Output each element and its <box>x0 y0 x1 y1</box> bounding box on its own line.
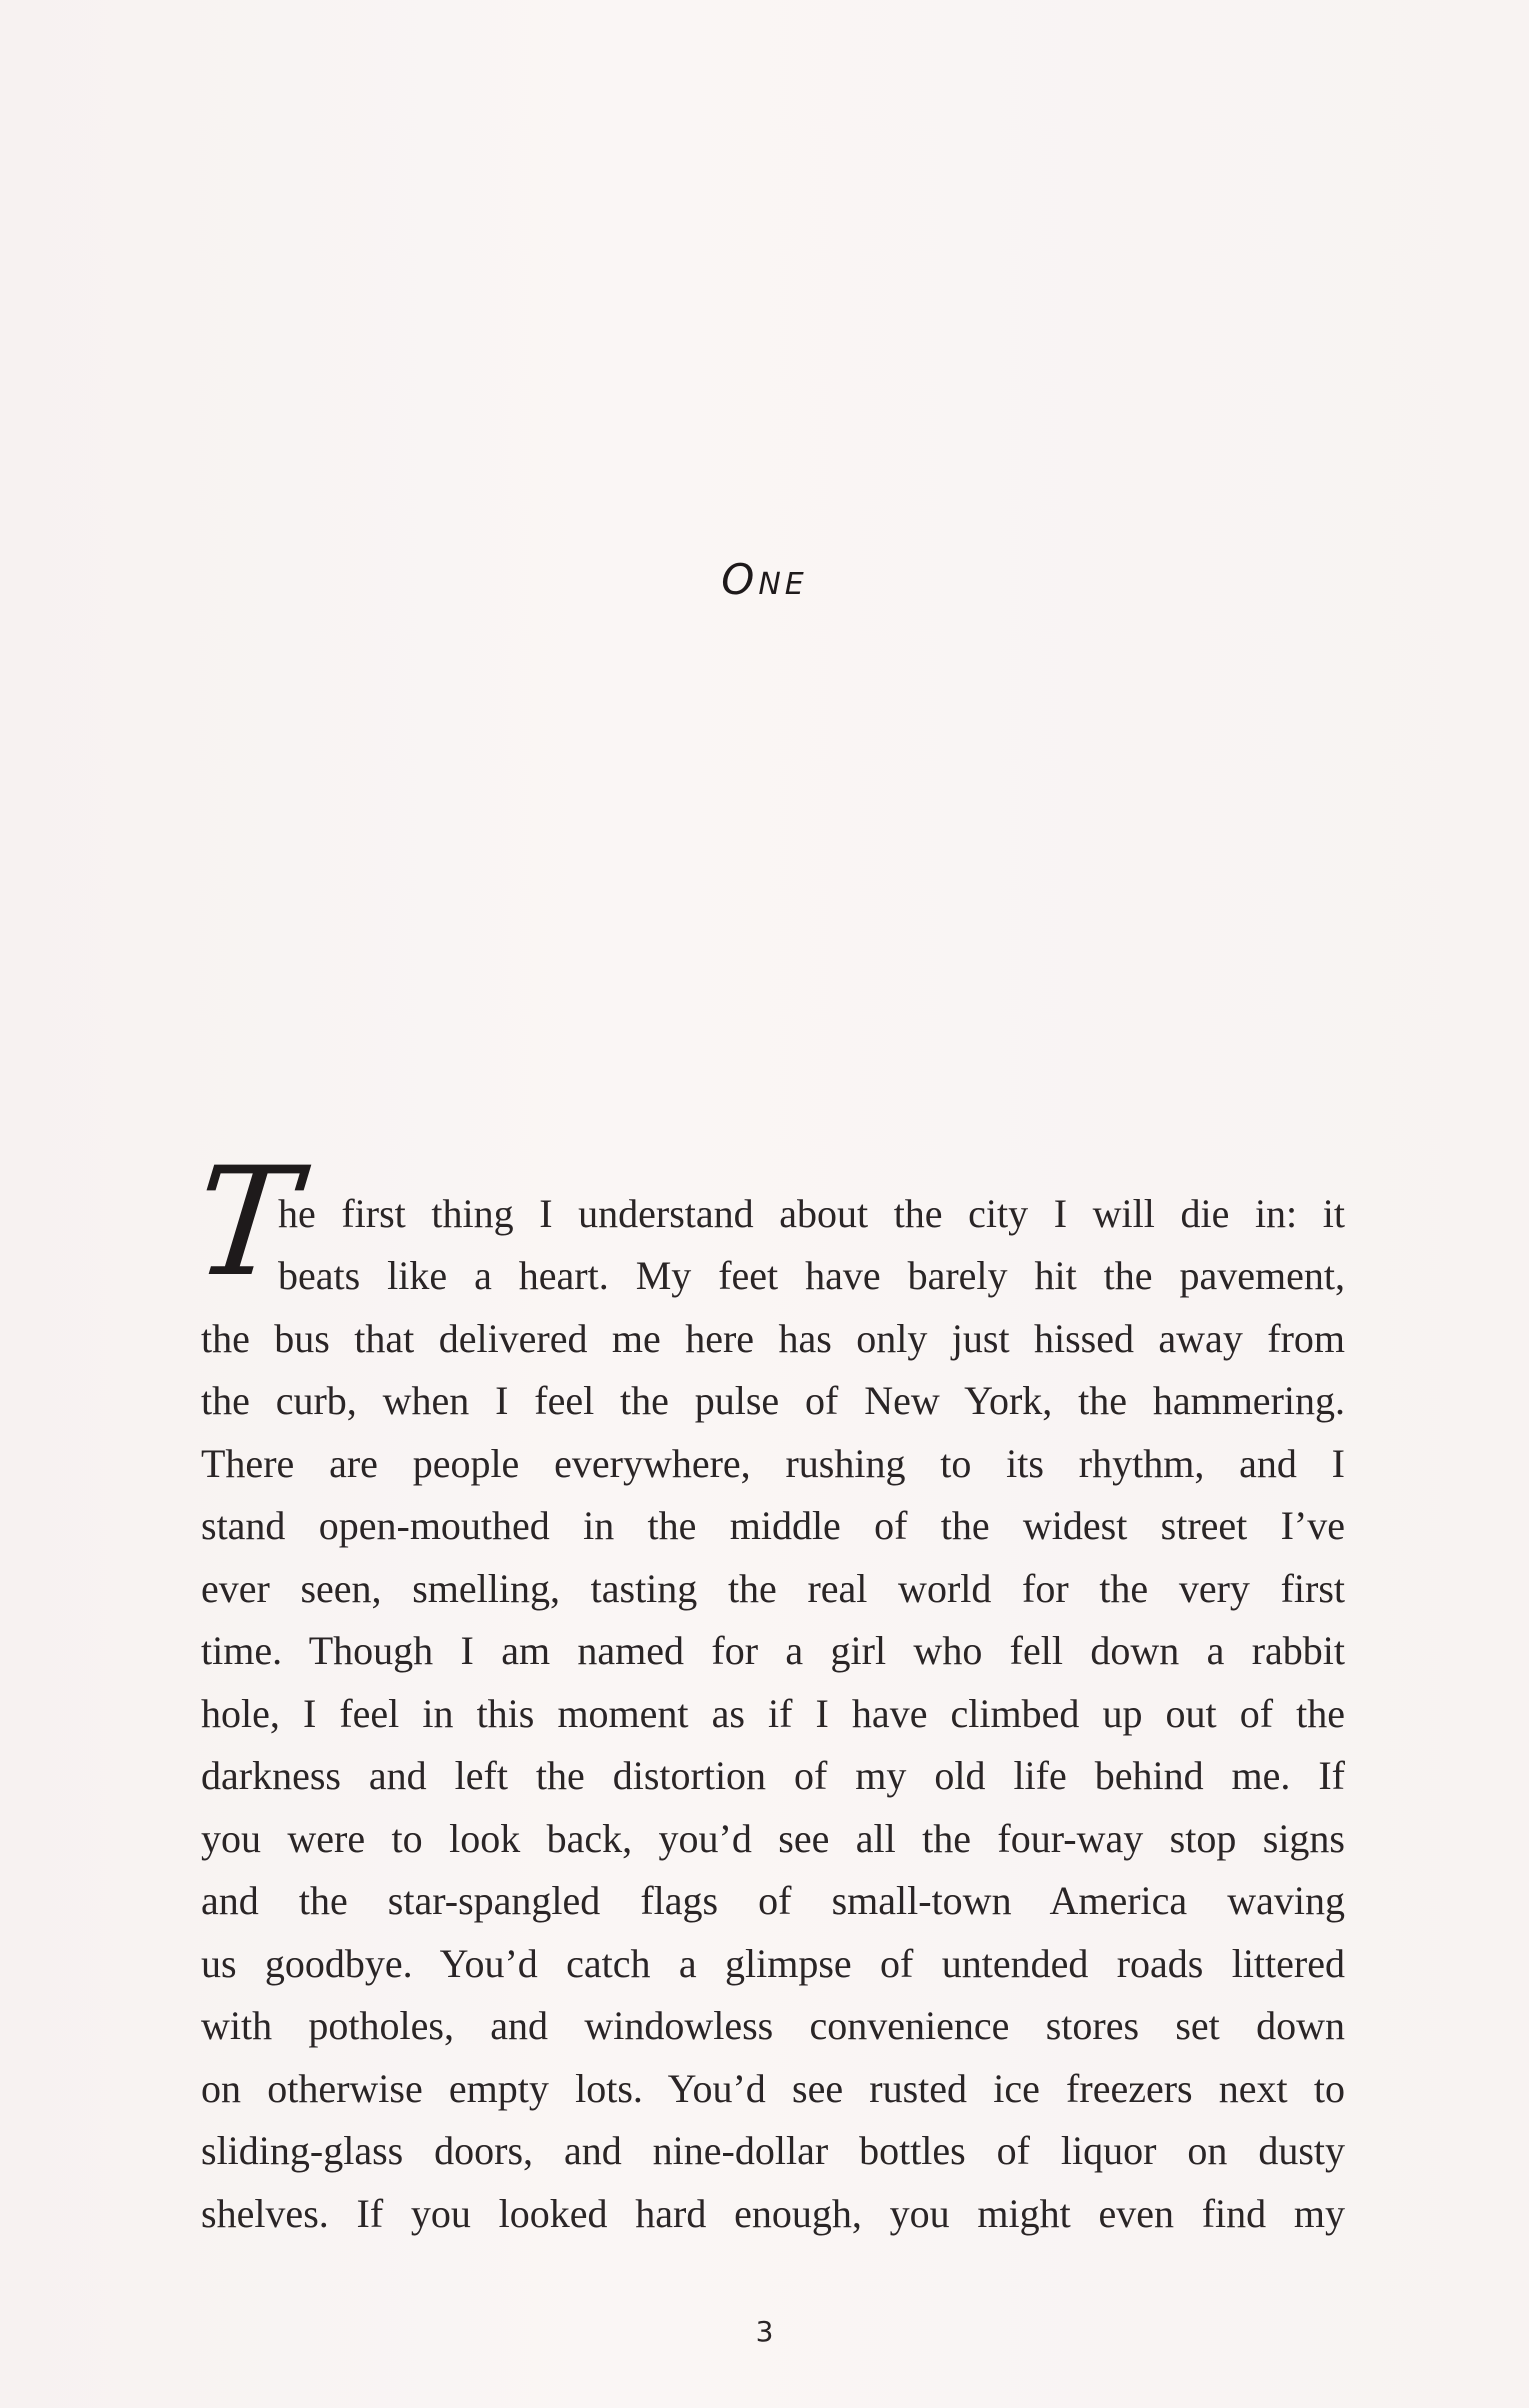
text-line-6: stand open-mouthed in the middle of the widest street I’ve <box>201 1503 1345 1548</box>
text-line-5: There are people everywhere, rushing to its rhythm, and I <box>201 1441 1345 1486</box>
text-line-3: the bus that delivered me here has only just hissed away from <box>201 1316 1345 1361</box>
text-line-14: with potholes, and windowless convenience stores set down <box>201 2003 1345 2048</box>
text-line-4: the curb, when I feel the pulse of New York, the hammering. <box>201 1378 1345 1423</box>
page-number: 3 <box>755 2315 774 2348</box>
text-line-10: darkness and left the distortion of my old life behind me. If <box>201 1753 1345 1798</box>
text-line-7: ever seen, smelling, tasting the real world for the very first <box>201 1566 1345 1611</box>
text-line-13: us goodbye. You’d catch a glimpse of untended roads littered <box>201 1941 1345 1986</box>
chapter-title-first-letter: O <box>721 555 759 604</box>
text-line-12: and the star-spangled flags of small-town America waving <box>201 1878 1345 1923</box>
text-line-11: you were to look back, you’d see all the four-way stop signs <box>201 1816 1345 1861</box>
text-line-15: on otherwise empty lots. You’d see rusted ice freezers next to <box>201 2066 1345 2111</box>
chapter-title-rest: NE <box>758 567 808 602</box>
drop-cap: T <box>186 1136 306 1310</box>
text-line-8: time. Though I am named for a girl who fell down a rabbit <box>201 1628 1345 1673</box>
text-line-9: hole, I feel in this moment as if I have climbed up out of the <box>201 1691 1345 1736</box>
text-line-17: shelves. If you looked hard enough, you might even find my <box>201 2191 1345 2236</box>
text-line-16: sliding-glass doors, and nine-dollar bottles of liquor on dusty <box>201 2128 1345 2173</box>
chapter-title <box>0 555 1529 604</box>
text-line-2: beats like a heart. My feet have barely hit the pavement, <box>278 1253 1345 1298</box>
text-line-1: he first thing I understand about the city I will die in: it <box>278 1191 1345 1236</box>
